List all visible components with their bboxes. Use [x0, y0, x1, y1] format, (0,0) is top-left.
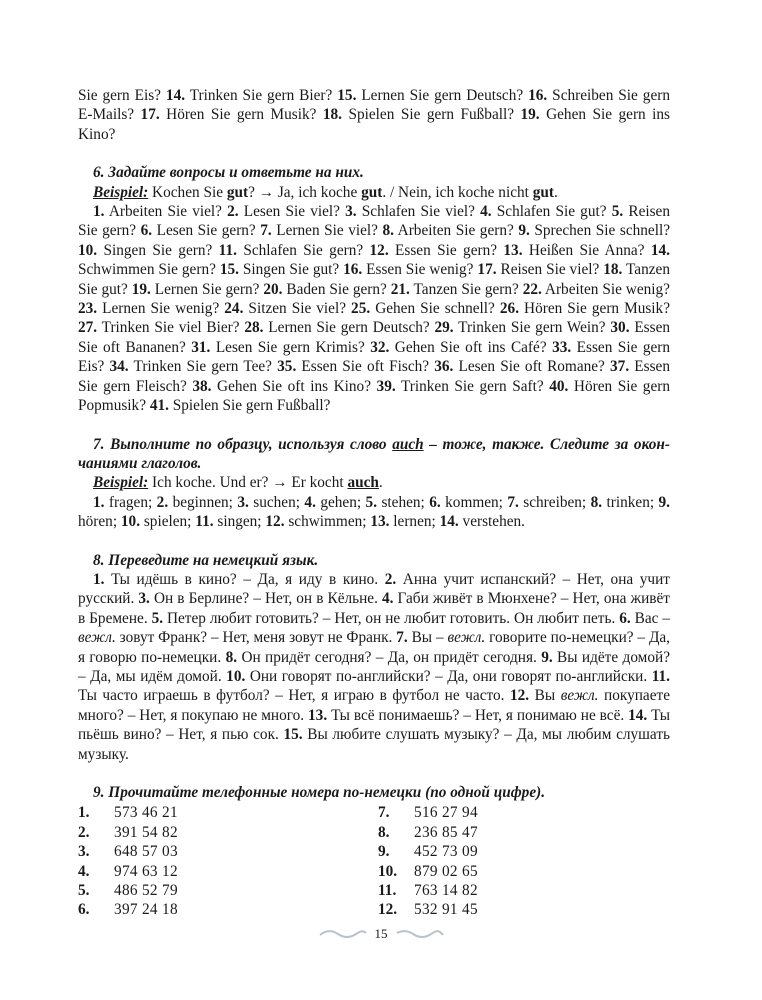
item-number: 15.: [219, 261, 239, 279]
item-number: 15.: [283, 726, 303, 744]
text-run: Он придёт сегодня? – Да, он придёт сегодня.: [237, 648, 542, 666]
text-run: Heißen Sie Anna?: [522, 241, 651, 259]
item-number: 38.: [192, 377, 212, 395]
item-number: 19.: [131, 280, 151, 298]
item-number: 16.: [343, 261, 363, 279]
text-run: Trinken Sie gern Saft?: [395, 377, 550, 395]
item-number: 3.: [237, 493, 249, 511]
exercise-6-title: 6. Задайте вопросы и ответьте на них.: [93, 164, 364, 182]
text-run: Sie gern Eis?: [78, 87, 166, 104]
item-number: 28.: [244, 319, 264, 337]
item-number: 6.: [140, 222, 153, 240]
item-number: 3.: [345, 203, 357, 221]
item-number: 8.: [225, 648, 238, 666]
exercise-8-body: [78, 570, 670, 764]
text-run: Kochen Sie: [148, 183, 227, 201]
text-run: Trinken Sie gern Wein?: [453, 319, 611, 337]
phone-number-value: 879 02 65: [414, 862, 478, 880]
text-run: Lesen Sie gern Krimis?: [210, 338, 371, 356]
text-run: stehen;: [377, 493, 430, 511]
text-run: Arbeiten Sie gern?: [393, 222, 519, 240]
item-number: 21.: [390, 280, 410, 298]
page-body: [78, 86, 670, 920]
item-number: 20.: [263, 280, 283, 298]
text-run: Lernen Sie gern Deutsch?: [356, 87, 529, 104]
phone-number-item: [78, 900, 378, 919]
phone-item-number: 7.: [378, 804, 390, 822]
item-number: 24.: [224, 300, 244, 318]
item-number: 7.: [396, 629, 408, 647]
item-number: 10.: [120, 513, 141, 531]
text-run: Schlafen Sie viel?: [356, 203, 481, 221]
phone-item-number: 3.: [78, 843, 90, 861]
item-number: 4.: [304, 493, 316, 511]
exercise-6-body: [78, 202, 670, 415]
item-number: 27.: [78, 319, 98, 337]
text-run: Arbeiten Sie wenig?: [541, 280, 670, 298]
text-run: schwimmen;: [284, 513, 371, 531]
phone-number-item: [78, 842, 378, 861]
text-run: gut: [361, 183, 383, 201]
phone-number-item: [78, 862, 378, 881]
item-number: 13.: [308, 706, 328, 724]
text-run: Singen Sie gut?: [238, 261, 344, 279]
text-run: Schwimmen Sie gern?: [78, 261, 220, 279]
text-run: Lernen Sie gern?: [150, 280, 264, 298]
text-run: Hören Sie gern Musik?: [519, 300, 670, 318]
text-run: Schlafen Sie gern?: [236, 241, 370, 259]
text-run: Ты всё понимаешь? – Нет, я понимаю не всё.: [327, 706, 629, 724]
phone-item-number: 9.: [378, 843, 390, 861]
item-number: 4.: [381, 590, 394, 608]
item-number: 3.: [138, 590, 150, 608]
phone-number-item: [378, 881, 670, 900]
text-run: Lernen Sie viel?: [271, 222, 383, 240]
item-number: 11.: [218, 241, 237, 259]
item-number: 35.: [277, 358, 297, 376]
item-number: 5.: [365, 493, 378, 511]
text-run: Они говорят по-английски? – Да, они говорят по-английски.: [245, 667, 652, 685]
item-number: 17.: [477, 261, 497, 279]
text-run: Габи живёт в Мюнхене? – Нет, она живёт в Бремене.: [78, 590, 670, 627]
phone-item-number: 12.: [378, 901, 398, 919]
exercise-6-example: [78, 183, 670, 202]
phone-number-value: 486 52 79: [114, 881, 178, 899]
text-run: Анна учит испанский? – Нет, она учит русский.: [78, 570, 670, 608]
phone-item-number: 11.: [378, 881, 397, 899]
item-number: 9.: [541, 648, 553, 666]
text-run: gehen;: [315, 493, 366, 511]
item-number: 12.: [265, 513, 285, 531]
text-run: Петер любит готовить? – Нет, он не любит готовить. Он любит петь.: [163, 609, 620, 627]
text-run: Ты часто играешь в футбол? – Нет, я играю в футбол не часто.: [78, 687, 510, 705]
text-run: kommen;: [440, 493, 508, 511]
text-run: Вас –: [630, 609, 670, 627]
text-run: Lesen Sie gern?: [152, 222, 261, 240]
text-run: Tanzen Sie gut?: [78, 261, 670, 298]
item-number: 12.: [510, 687, 530, 705]
text-run: Essen Sie gern?: [388, 241, 504, 259]
item-number: 30.: [610, 319, 630, 337]
item-number: 32.: [370, 338, 390, 356]
text-run: Arbeiten Sie viel?: [104, 203, 228, 221]
text-run: fragen;: [104, 493, 157, 511]
text-run: Essen Sie oft Bananen?: [78, 319, 671, 356]
text-run: Ты идёшь в кино? – Да, я иду в кино.: [104, 570, 385, 588]
phone-item-number: 6.: [78, 901, 90, 919]
text-run: Gehen Sie gern ins Kino?: [78, 106, 671, 143]
phone-number-item: [378, 862, 670, 881]
phone-number-list: [78, 803, 670, 919]
text-run: Essen Sie gern Eis?: [78, 338, 670, 376]
exercise-7-title: [78, 435, 670, 474]
intro-paragraph: [78, 86, 670, 144]
text-run: вежл.: [560, 687, 599, 705]
phone-number-item: [378, 842, 670, 861]
text-run: suchen;: [248, 493, 305, 511]
item-number: 18.: [322, 106, 342, 124]
text-run: gut: [532, 183, 554, 201]
text-run: Schlafen Sie gut?: [491, 203, 612, 221]
example-label: Beispiel:: [93, 474, 149, 492]
item-number: 1.: [93, 203, 105, 221]
text-run: Вы: [529, 687, 561, 705]
text-run: gut: [226, 183, 249, 201]
phone-number-value: 974 63 12: [114, 862, 178, 880]
item-number: 14.: [650, 241, 670, 259]
text-run: Trinken Sie viel Bier?: [97, 319, 245, 337]
text-run: .: [378, 474, 383, 492]
exercise-9-title: 9. Прочитайте телефонные номера по-немецки (по одной цифре).: [93, 784, 546, 801]
item-number: 34.: [109, 358, 129, 376]
phone-item-number: 1.: [78, 804, 90, 822]
phone-number-value: 532 91 45: [414, 901, 478, 919]
item-number: 40.: [549, 377, 569, 395]
item-number: 37.: [610, 358, 630, 376]
item-number: 39.: [376, 377, 396, 395]
page-number: 15: [374, 926, 388, 941]
phone-number-item: [78, 823, 378, 842]
item-number: 11.: [651, 667, 670, 685]
item-number: 1.: [93, 493, 105, 511]
text-run: Singen Sie gern?: [97, 241, 219, 259]
item-number: 5.: [151, 609, 164, 627]
item-number: 8.: [382, 222, 394, 240]
phone-number-value: 452 73 09: [414, 843, 478, 861]
text-run: Вы любите слушать музыку? – Да, мы любим слушать музыку.: [78, 726, 670, 763]
phone-number-value: 648 57 03: [114, 843, 178, 861]
item-number: 41.: [149, 397, 169, 415]
text-run: Gehen Sie oft ins Café?: [389, 338, 553, 356]
text-run: Gehen Sie oft ins Kino?: [211, 377, 377, 395]
text-run: Trinken Sie gern Tee?: [128, 358, 278, 376]
item-number: 13.: [503, 241, 523, 259]
text-run: schreiben;: [518, 493, 591, 511]
item-number: 9.: [518, 222, 530, 240]
item-number: 26.: [499, 300, 520, 318]
item-number: 2.: [384, 570, 397, 588]
text-run: singen;: [213, 513, 266, 531]
phone-number-value: 397 24 18: [114, 901, 178, 919]
item-number: 11.: [195, 513, 214, 531]
phone-item-number: 8.: [378, 823, 390, 841]
text-run: Reisen Sie viel?: [496, 261, 604, 279]
text-run: зовут Франк? – Нет, меня зовут не Франк.: [115, 629, 397, 647]
wave-ornament-left-icon: [319, 929, 367, 939]
text-run: Spielen Sie gern Fußball?: [342, 106, 521, 124]
item-number: 14.: [628, 706, 648, 724]
text-run: lernen;: [389, 513, 440, 531]
phone-column-right: [378, 803, 670, 919]
text-run: Lernen Sie gern Deutsch?: [263, 319, 435, 337]
item-number: 31.: [191, 338, 211, 356]
phone-item-number: 5.: [78, 881, 90, 899]
text-run: Lesen Sie oft Romane?: [453, 358, 611, 376]
text-run: Tanzen Sie gern?: [409, 280, 523, 298]
phone-number-item: [378, 803, 670, 822]
text-run: hören;: [78, 513, 121, 531]
item-number: 16.: [528, 87, 548, 104]
phone-item-number: 10.: [378, 862, 398, 880]
text-run: Spielen Sie gern Fußball?: [168, 397, 331, 415]
item-number: 29.: [434, 319, 454, 337]
text-run: spielen;: [140, 513, 196, 531]
phone-column-left: [78, 803, 378, 919]
text-run: покупаете много? – Нет, я покупаю не много.: [78, 687, 670, 724]
item-number: 25.: [351, 300, 371, 318]
item-number: 5.: [611, 203, 624, 221]
item-number: 8.: [590, 493, 603, 511]
exercise-8-title: 8. Переведите на немецкий язык.: [93, 551, 319, 569]
text-run: Essen Sie gern Fleisch?: [78, 358, 670, 395]
text-run: Ich koche. Und er? → Er kocht: [148, 474, 348, 492]
exercise-7-example: [78, 473, 670, 492]
phone-number-item: [378, 823, 670, 842]
phone-number-item: [78, 803, 378, 822]
item-number: 22.: [522, 280, 542, 298]
item-number: 19.: [520, 106, 540, 124]
text-run: Gehen Sie schnell?: [370, 300, 500, 318]
phone-item-number: 4.: [78, 862, 90, 880]
page-footer: [0, 926, 762, 942]
text-run: Essen Sie oft Fisch?: [296, 358, 435, 376]
item-number: 2.: [156, 493, 169, 511]
item-number: 14.: [439, 513, 459, 531]
item-number: 9.: [658, 493, 671, 511]
item-number: 2.: [227, 203, 239, 221]
text-run: . / Nein, ich koche nicht: [382, 183, 533, 201]
phone-number-value: 236 85 47: [414, 823, 478, 841]
phone-number-value: 391 54 82: [114, 823, 178, 841]
text-run: Trinken Sie gern Bier?: [185, 87, 338, 104]
phone-item-number: 2.: [78, 823, 90, 841]
text-run: Hören Sie gern Popmusik?: [78, 377, 670, 415]
item-number: 15.: [337, 87, 357, 104]
text-run: Вы –: [407, 629, 448, 647]
text-run: Baden Sie gern?: [282, 280, 391, 298]
text-run: Hören Sie gern Musik?: [159, 106, 323, 124]
item-number: 17.: [140, 106, 160, 124]
item-number: 13.: [370, 513, 390, 531]
text-run: Sprechen Sie schnell?: [529, 222, 670, 240]
item-number: 7.: [507, 493, 519, 511]
text-run: Essen Sie wenig?: [362, 261, 478, 279]
text-run: verstehen.: [458, 513, 525, 531]
text-run: Ты пьёшь вино? – Нет, я пью сок.: [78, 706, 670, 744]
item-number: 6.: [619, 609, 631, 627]
item-number: 7.: [260, 222, 272, 240]
text-run: 7. Выполните по образцу, используя слово: [93, 435, 393, 453]
exercise-7-body: [78, 493, 670, 532]
text-run: auch: [347, 474, 379, 492]
item-number: 10.: [78, 241, 98, 259]
text-run: Lesen Sie viel?: [238, 203, 346, 221]
phone-number-value: 516 27 94: [414, 804, 478, 822]
text-run: Lernen Sie wenig?: [97, 300, 225, 318]
item-number: 23.: [78, 300, 98, 318]
text-run: Reisen Sie gern?: [78, 203, 670, 240]
item-number: 10.: [226, 667, 246, 685]
text-run: Schreiben Sie gern E-Mails?: [78, 87, 670, 124]
text-run: Sitzen Sie viel?: [243, 300, 352, 318]
phone-number-value: 573 46 21: [114, 804, 178, 822]
phone-number-item: [78, 881, 378, 900]
text-run: Он в Берлине? – Нет, он в Кёльне.: [149, 590, 382, 608]
example-label: Beispiel:: [93, 183, 149, 201]
text-run: ? → Ja, ich koche: [248, 183, 362, 201]
text-run: говорите по-немецки? – Да, я говорю по-немецки.: [78, 629, 670, 666]
item-number: 4.: [480, 203, 492, 221]
text-run: – тоже, также. Следите за окончаниями глаголов.: [78, 435, 670, 472]
item-number: 1.: [93, 570, 105, 588]
text-run: Вы идёте домой? – Да, мы идём домой.: [78, 648, 670, 685]
item-number: 33.: [552, 338, 572, 356]
text-run: вежл.: [447, 629, 486, 647]
text-run: .: [553, 183, 558, 201]
wave-ornament-right-icon: [396, 929, 444, 939]
phone-number-item: [378, 900, 670, 919]
item-number: 6.: [429, 493, 441, 511]
item-number: 36.: [434, 358, 454, 376]
item-number: 14.: [165, 87, 186, 104]
text-run: trinken;: [602, 493, 659, 511]
phone-number-value: 763 14 82: [414, 881, 478, 899]
item-number: 18.: [603, 261, 623, 279]
text-run: auch: [392, 435, 424, 453]
text-run: вежл.: [78, 629, 116, 647]
item-number: 12.: [369, 241, 389, 259]
text-run: beginnen;: [168, 493, 238, 511]
